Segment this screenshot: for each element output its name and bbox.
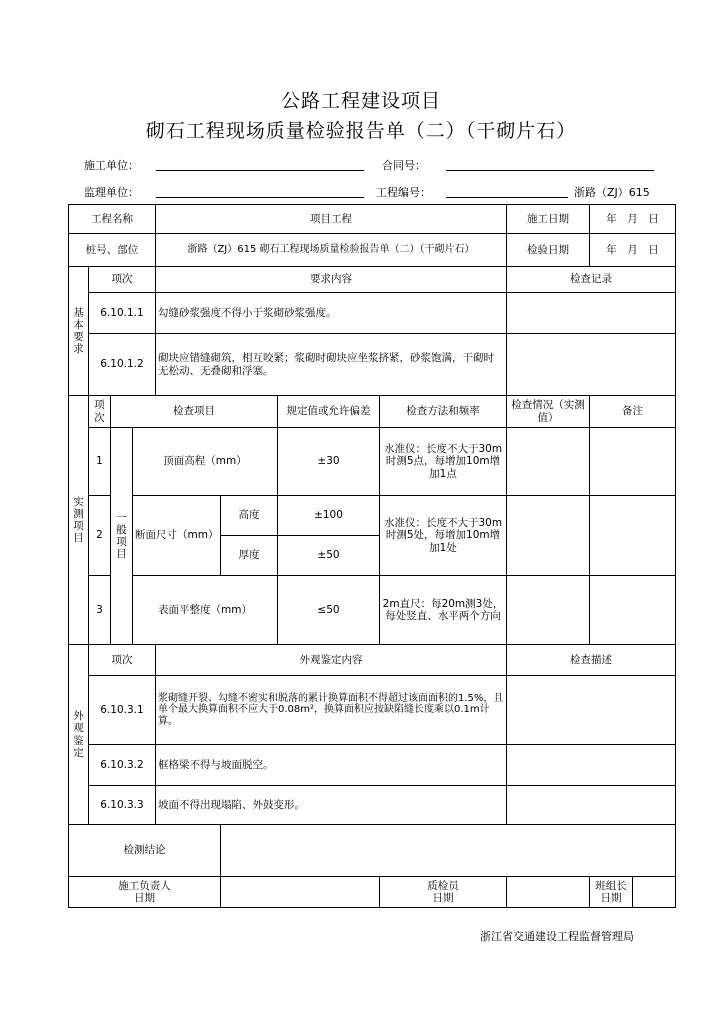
basic-row-code: 6.10.1.2 — [89, 334, 156, 396]
supervisor-label: 监理单位： — [84, 186, 139, 199]
station-value[interactable]: 浙路（ZJ）615 砌石工程现场质量检验报告单（二）（干砌片石） — [156, 234, 507, 267]
basic-content-header: 要求内容 — [156, 267, 507, 293]
conclusion-label: 检测结论 — [69, 825, 221, 877]
tolerance-header: 规定值或允许偏差 — [278, 396, 380, 428]
appearance-row-desc[interactable] — [507, 745, 676, 786]
contract-no-label: 合同号： — [382, 159, 426, 172]
appearance-section-label: 外观鉴定 — [73, 710, 84, 759]
construction-date-value[interactable]: 年 月 日 — [590, 205, 676, 234]
inspection-report-table — [68, 204, 676, 908]
measured-subitem-height-tolerance: ±100 — [278, 496, 380, 536]
measured-row-tolerance: ≤50 — [278, 576, 380, 645]
contractor-label: 施工单位： — [84, 159, 139, 172]
measured-item-header-cell — [89, 396, 111, 428]
team-leader-signature[interactable] — [633, 877, 675, 907]
quality-inspector-text: 质检员 — [427, 879, 459, 892]
table-row — [69, 334, 676, 396]
basic-requirements-label: 基本要求 — [73, 306, 84, 356]
conclusion-field[interactable] — [221, 825, 676, 877]
quality-inspector-label — [380, 877, 507, 908]
remark-header: 备注 — [590, 396, 676, 428]
supervisor-field[interactable] — [156, 197, 364, 198]
basic-record-header: 检查记录 — [507, 267, 676, 293]
appearance-row-code: 6.10.3.3 — [89, 786, 156, 825]
check-item-header: 检查项目 — [111, 396, 278, 428]
general-items-label: 一般项目 — [116, 511, 127, 561]
basic-row-record[interactable] — [507, 293, 676, 334]
basic-row-record[interactable] — [507, 334, 676, 396]
measured-item-header: 项次 — [94, 399, 105, 424]
measured-row-result[interactable] — [507, 576, 590, 645]
measured-row-method: 水准仪：长度不大于30m时测5处，每增加10m增加1处 — [380, 496, 507, 576]
measured-row-tolerance: ±30 — [278, 428, 380, 496]
table-row — [69, 293, 676, 334]
team-leader-label — [590, 877, 633, 907]
station-label: 桩号、部位 — [69, 234, 156, 267]
measured-row-remark[interactable] — [590, 428, 676, 496]
contractor-field[interactable] — [156, 170, 364, 171]
construction-lead-date-text: 日期 — [134, 892, 155, 904]
construction-lead-label — [69, 877, 221, 908]
appearance-row-desc[interactable] — [507, 786, 676, 825]
table-row — [69, 786, 676, 825]
project-name-label: 工程名称 — [69, 205, 156, 234]
basic-item-header: 项次 — [89, 267, 156, 293]
appearance-row-text: 框格梁不得与坡面脱空。 — [156, 745, 507, 786]
result-header: 检查情况（实测值） — [507, 396, 590, 428]
project-name-value[interactable]: 项目工程 — [156, 205, 507, 234]
team-leader-text: 班组长 — [595, 879, 627, 892]
page-title: 公路工程建设项目 — [280, 90, 441, 112]
appearance-row-code: 6.10.3.1 — [89, 676, 156, 745]
measured-row-method: 水准仪：长度不大于30m时测5点，每增加10m增加1点 — [380, 428, 507, 496]
footer-organization: 浙江省交通建设工程监督管理局 — [480, 930, 634, 943]
basic-requirements-section-label — [69, 267, 89, 396]
measured-row-result[interactable] — [507, 496, 590, 576]
project-no-field[interactable] — [446, 197, 568, 198]
table-row — [69, 428, 676, 496]
measured-row-item: 断面尺寸（mm） — [133, 496, 221, 576]
measured-row-remark[interactable] — [590, 576, 676, 645]
inspection-date-value[interactable]: 年 月 日 — [590, 234, 676, 267]
project-no-label: 工程编号： — [376, 186, 431, 199]
measured-row-method: 2m直尺：每20m测3处，每处竖直、水平两个方向 — [380, 576, 507, 645]
basic-row-code: 6.10.1.1 — [89, 293, 156, 334]
appearance-content-header: 外观鉴定内容 — [156, 645, 507, 676]
measured-row-item: 表面平整度（mm） — [133, 576, 278, 645]
appearance-section-label-cell — [69, 645, 89, 825]
measured-row-remark[interactable] — [590, 496, 676, 576]
measured-row-no: 3 — [89, 576, 111, 645]
table-row — [69, 745, 676, 786]
form-code: 浙路（ZJ）615 — [574, 186, 650, 199]
appearance-item-header: 项次 — [89, 645, 156, 676]
measured-subitem-thickness-tolerance: ±50 — [278, 536, 380, 576]
general-items-cell — [111, 428, 133, 645]
measured-subitem-height: 高度 — [221, 496, 278, 536]
appearance-row-code: 6.10.3.2 — [89, 745, 156, 786]
basic-row-text: 勾缝砂浆强度不得小于浆砌砂浆强度。 — [156, 293, 507, 334]
appearance-desc-header: 检查描述 — [507, 645, 676, 676]
page-subtitle: 砌石工程现场质量检验报告单（二）（干砌片石） — [145, 120, 577, 142]
table-row — [69, 676, 676, 745]
measured-row-item: 顶面高程（mm） — [133, 428, 278, 496]
table-row — [69, 576, 676, 645]
construction-lead-signature[interactable] — [221, 877, 380, 908]
quality-inspector-signature[interactable] — [507, 877, 590, 908]
measured-subitem-thickness: 厚度 — [221, 536, 278, 576]
quality-inspector-date-text: 日期 — [432, 892, 454, 904]
contract-no-field[interactable] — [446, 170, 654, 171]
measured-row-no: 2 — [89, 496, 111, 576]
team-leader-date-text: 日期 — [600, 892, 622, 904]
appearance-row-text: 浆砌缝开裂、勾缝不密实和脱落的累计换算面积不得超过该面面积的1.5%，且单个最大换算面积不应大于0.08m²，换算面积应按缺陷缝长度乘以0.1m计算。 — [156, 676, 507, 745]
measured-row-result[interactable] — [507, 428, 590, 496]
measured-section-label-cell — [69, 396, 89, 645]
basic-row-text: 砌块应错缝砌筑，相互咬紧；浆砌时砌块应坐浆挤紧，砂浆饱满，干砌时无松动、无叠砌和浮塞。 — [156, 334, 507, 396]
inspection-date-label: 检验日期 — [507, 234, 590, 267]
construction-lead-text: 施工负责人 — [118, 879, 171, 892]
appearance-row-desc[interactable] — [507, 676, 676, 745]
appearance-row-text: 坡面不得出现塌陷、外鼓变形。 — [156, 786, 507, 825]
measured-row-no: 1 — [89, 428, 111, 496]
measured-section-label: 实测项目 — [73, 495, 84, 545]
method-header: 检查方法和频率 — [380, 396, 507, 428]
construction-date-label: 施工日期 — [507, 205, 590, 234]
table-row — [69, 496, 676, 536]
team-leader-cell — [590, 877, 676, 908]
